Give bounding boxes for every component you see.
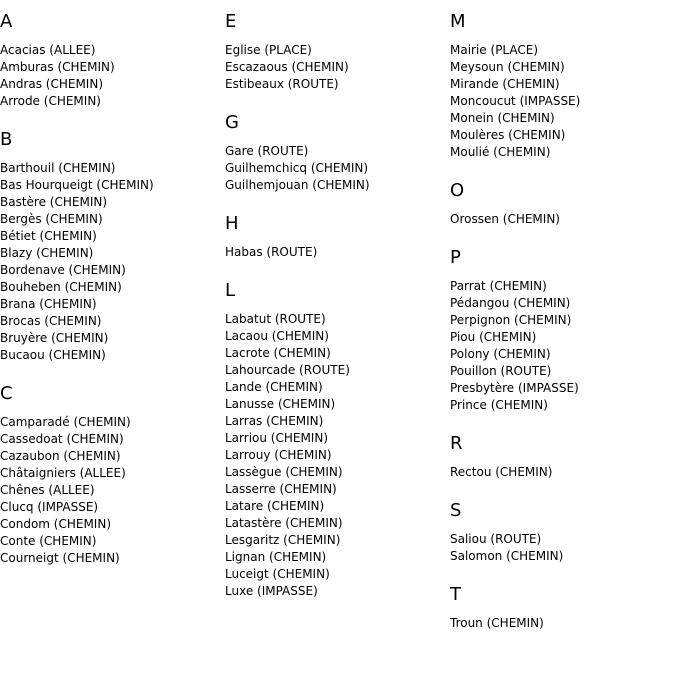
street-list <box>450 42 670 161</box>
column-2 <box>225 10 445 618</box>
street-name: Arrode (CHEMIN) <box>0 94 101 108</box>
street-name: Camparadé (CHEMIN) <box>0 415 131 429</box>
street-name: Andras (CHEMIN) <box>0 77 104 91</box>
section-letter-heading: H <box>225 213 239 234</box>
street-name: Lassègue (CHEMIN) <box>225 465 343 479</box>
street-list <box>0 414 220 567</box>
street-name: Estibeaux (ROUTE) <box>225 77 339 91</box>
street-name: Lasserre (CHEMIN) <box>225 482 337 496</box>
street-name: Gare (ROUTE) <box>225 144 309 158</box>
section-letter-heading: O <box>450 180 465 201</box>
letter-section <box>450 432 670 481</box>
section-letter-heading: E <box>225 11 237 32</box>
section-letter-heading: P <box>450 247 461 268</box>
street-name: Guilhemchicq (CHEMIN) <box>225 161 369 175</box>
street-name: Luceigt (CHEMIN) <box>225 567 330 581</box>
section-letter-heading: B <box>0 129 13 150</box>
letter-section <box>450 246 670 414</box>
street-name: Eglise (PLACE) <box>225 43 312 57</box>
street-name: Larriou (CHEMIN) <box>225 431 329 445</box>
street-name: Conte (CHEMIN) <box>0 534 97 548</box>
street-name: Chênes (ALLEE) <box>0 483 95 497</box>
street-list <box>450 211 670 228</box>
section-letter-heading: M <box>450 11 466 32</box>
street-name: Parrat (CHEMIN) <box>450 279 547 293</box>
street-name: Lande (CHEMIN) <box>225 380 323 394</box>
street-name: Rectou (CHEMIN) <box>450 465 553 479</box>
street-name: Lanusse (CHEMIN) <box>225 397 336 411</box>
letter-section <box>225 10 445 93</box>
street-name: Cazaubon (CHEMIN) <box>0 449 121 463</box>
letter-section <box>450 179 670 228</box>
street-name: Amburas (CHEMIN) <box>0 60 115 74</box>
street-name: Luxe (IMPASSE) <box>225 584 318 598</box>
street-name: Salomon (CHEMIN) <box>450 549 564 563</box>
street-name: Bétiet (CHEMIN) <box>0 229 97 243</box>
street-name: Bucaou (CHEMIN) <box>0 348 106 362</box>
street-name: Larrouy (CHEMIN) <box>225 448 332 462</box>
street-name: Lesgaritz (CHEMIN) <box>225 533 341 547</box>
street-name: Meysoun (CHEMIN) <box>450 60 565 74</box>
street-name: Bas Hourqueigt (CHEMIN) <box>0 178 154 192</box>
street-name: Troun (CHEMIN) <box>450 616 544 630</box>
street-name: Brana (CHEMIN) <box>0 297 97 311</box>
street-list <box>225 244 445 261</box>
street-name: Larras (CHEMIN) <box>225 414 324 428</box>
street-name: Habas (ROUTE) <box>225 245 318 259</box>
street-list <box>225 143 445 194</box>
street-name: Guilhemjouan (CHEMIN) <box>225 178 370 192</box>
column-3 <box>450 10 670 650</box>
section-letter-heading: S <box>450 500 462 521</box>
street-name: Cassedoat (CHEMIN) <box>0 432 124 446</box>
street-name: Lacaou (CHEMIN) <box>225 329 329 343</box>
street-name: Mairie (PLACE) <box>450 43 539 57</box>
street-name: Bouheben (CHEMIN) <box>0 280 122 294</box>
section-letter-heading: L <box>225 280 236 301</box>
street-list <box>450 615 670 632</box>
letter-section <box>450 583 670 632</box>
street-name: Saliou (ROUTE) <box>450 532 542 546</box>
street-name: Mirande (CHEMIN) <box>450 77 560 91</box>
street-list <box>225 42 445 93</box>
street-name: Pédangou (CHEMIN) <box>450 296 571 310</box>
letter-section <box>225 212 445 261</box>
letter-section <box>0 128 220 364</box>
street-name: Presbytère (IMPASSE) <box>450 381 579 395</box>
street-name: Moulié (CHEMIN) <box>450 145 551 159</box>
letter-section <box>450 10 670 161</box>
street-list <box>0 160 220 364</box>
street-name: Lacrote (CHEMIN) <box>225 346 331 360</box>
section-letter-heading: C <box>0 383 13 404</box>
street-name: Bordenave (CHEMIN) <box>0 263 126 277</box>
street-list <box>450 464 670 481</box>
street-name: Clucq (IMPASSE) <box>0 500 99 514</box>
street-name: Bergès (CHEMIN) <box>0 212 103 226</box>
letter-section <box>225 279 445 600</box>
street-name: Monein (CHEMIN) <box>450 111 555 125</box>
letter-section <box>225 111 445 194</box>
street-name: Orossen (CHEMIN) <box>450 212 560 226</box>
street-name: Perpignon (CHEMIN) <box>450 313 572 327</box>
section-letter-heading: G <box>225 112 239 133</box>
street-name: Acacias (ALLEE) <box>0 43 96 57</box>
letter-section <box>0 10 220 110</box>
column-1 <box>0 10 220 585</box>
street-name: Pouillon (ROUTE) <box>450 364 552 378</box>
street-name: Bastère (CHEMIN) <box>0 195 108 209</box>
street-name: Bruyère (CHEMIN) <box>0 331 109 345</box>
letter-section <box>0 382 220 567</box>
section-letter-heading: A <box>0 11 13 32</box>
street-name: Latastère (CHEMIN) <box>225 516 343 530</box>
street-name: Moncoucut (IMPASSE) <box>450 94 581 108</box>
street-name: Escazaous (CHEMIN) <box>225 60 349 74</box>
street-name: Barthouil (CHEMIN) <box>0 161 116 175</box>
street-name: Moulères (CHEMIN) <box>450 128 566 142</box>
street-name: Brocas (CHEMIN) <box>0 314 102 328</box>
street-name: Courneigt (CHEMIN) <box>0 551 120 565</box>
street-name: Latare (CHEMIN) <box>225 499 325 513</box>
street-list <box>450 278 670 414</box>
street-name: Blazy (CHEMIN) <box>0 246 94 260</box>
street-name: Labatut (ROUTE) <box>225 312 326 326</box>
letter-section <box>450 499 670 565</box>
street-name: Châtaigniers (ALLEE) <box>0 466 126 480</box>
street-list <box>225 311 445 600</box>
street-name: Piou (CHEMIN) <box>450 330 537 344</box>
section-letter-heading: T <box>450 584 461 605</box>
street-name: Prince (CHEMIN) <box>450 398 548 412</box>
street-name: Polony (CHEMIN) <box>450 347 551 361</box>
street-name: Condom (CHEMIN) <box>0 517 112 531</box>
street-name: Lahourcade (ROUTE) <box>225 363 350 377</box>
section-letter-heading: R <box>450 433 463 454</box>
street-list <box>0 42 220 110</box>
street-list <box>450 531 670 565</box>
street-name: Lignan (CHEMIN) <box>225 550 327 564</box>
